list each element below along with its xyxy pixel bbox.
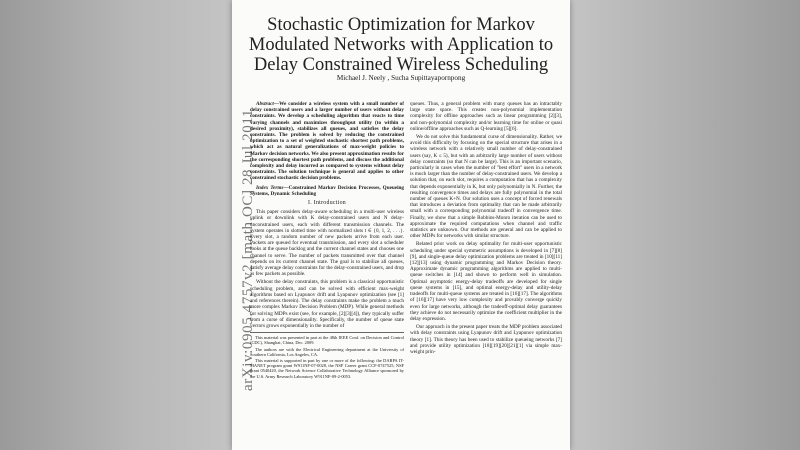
right-column [410, 101, 562, 357]
paper-title: Stochastic Optimization for Markov Modulated Networks with Application to Delay Constrained Wireless Scheduling [248, 15, 554, 75]
footnote: This material is supported in part by one or more of the following: the DARPA IT-MANET program grant W911NF-07-0028, the NSF Career grant CCF-0747525, NSF grant 0540420, the Network Science Collaborative Technology Alliance sponsored by the U.S. Army Research Laboratory W911NF-09-2-0053. [250, 357, 404, 379]
right-paragraph: Related prior work on delay optimality for multi-user opportunistic scheduling under special symmetric assumptions is developed in [7][8][9], and single-queue delay optimization problems are treated in [10][11][12][13] using dynamic programming and Markov Decision theory. Approximate dynamic programming algorithms are applied to multi-queue switches in [14] and shown to perform well in simulation. Optimal asymptotic energy-delay tradeoffs are developed for single queue systems in [15], and optimal energy-delay and utility-delay tradeoffs for multi-queue systems are treated in [16][17]. The algorithms of [16][17] have very low complexity and provably converge quickly even for large networks, although the tradeoff-optimal delay guarantees they achieve do not necessarily optimize the coefficient multiplier in the delay expression. [410, 241, 562, 322]
paper-authors: Michael J. Neely , Sucha Supittayapornpong [336, 74, 466, 82]
paper-page [232, 0, 570, 450]
right-paragraph: queues. Thus, a general problem with many queues has an intractably large state space. This creates non-polynomial implementation complexity for offline approaches such as linear programming [2][3], and non-polynomial complexity and/or learning time for online or quasi online/offline approaches such as Q-learning [5][6]. [410, 101, 562, 132]
index-terms-text: Constrained Markov Decision Processes, Queueing Systems, Dynamic Scheduling [250, 184, 404, 197]
arxiv-stamp: arXiv:0905.4757v2 [math.OC] 28 Jul 2011 [240, 109, 256, 391]
left-column [250, 101, 404, 380]
footnotes [250, 332, 404, 379]
right-paragraph: Our approach in the present paper treats the MDP problem associated with delay constraints using Lyapunov drift and Lyapunov optimization theory [1]. This theory has been used to stabilize queueing networks [7] and provide utility optimization [18][19][20][21][1] via simple max-weight prin- [410, 324, 562, 355]
background-left [0, 0, 232, 450]
background-right [570, 0, 800, 450]
section-heading: I. Introduction [308, 200, 346, 207]
index-terms-label: Index Terms [256, 184, 284, 191]
abstract-label: Abstract [256, 101, 274, 107]
abstract: Abstract—We consider a wireless system with a small number of delay constrained users and a larger number of users without delay constraints. We develop a scheduling algorithm that reacts to time varying channels and maximizes throughput utility (to within a desired proximity), stabilizes all queues, and satisfies the delay constraints. The problem is solved by reducing the constrained optimization to a set of weighted stochastic shortest path problems, which act as natural generalizations of max-weight policies to Markov decision networks. We also present approximation results for the corresponding shortest path problems, and discuss the additional complexity and delay incurred as compared to systems without delay constraints. The solution technique is general and applies to other constrained stochastic decision problems. [250, 101, 404, 182]
left-paragraph: Without the delay constraints, this problem is a classical opportunistic scheduling problem, and can be solved with efficient max-weight algorithms based on Lyapunov drift and Lyapunov optimization (see [1] and references therein). The delay constraints make the problem a much more complex Markov Decision Problem (MDP). While general methods for solving MDPs exist (see, for example, [2][3][4]), they typically suffer from a curse of dimensionality. Specifically, the number of queue state vectors grows exponentially in the number of [250, 279, 404, 329]
left-paragraph: This paper considers delay-aware scheduling in a multi-user wireless uplink or downlink with K delay-constrained users and N delay-unconstrained users, each with different transmission channels. The system operates in slotted time with normalized slots t ∈ {0, 1, 2, . . .}. Every slot, a random number of new packets arrive from each user. Packets are queued for eventual transmission, and every slot a scheduler looks at the queue backlog and the current channel states and chooses one channel to serve. The number of packets transmitted over that channel depends on its current channel state. The goal is to stabilize all queues, satisfy average delay constraints for the delay-constrained users, and drop as few packets as possible. [250, 209, 404, 278]
abstract-text: We consider a wireless system with a small number of delay constrained users and a larger number of users without delay constraints. We develop a scheduling algorithm that reacts to time varying channels and maximizes throughput utility (to within a desired proximity), stabilizes all queues, and satisfies the delay constraints. The problem is solved by reducing the constrained optimization to a set of weighted stochastic shortest path problems, which act as natural generalizations of max-weight policies to Markov decision networks. We also present approximation results for the corresponding shortest path problems, and discuss the additional complexity and delay incurred as compared to systems without delay constraints. The solution technique is general and applies to other constrained stochastic decision problems. [250, 101, 404, 182]
footnote: The authors are with the Electrical Engineering department at the University of Southern California, Los Angeles, CA. [250, 346, 404, 357]
right-paragraph: We do not solve this fundamental curse of dimensionality. Rather, we avoid this difficulty by focusing on the special structure that arises in a wireless network with a relatively small number of delay-constrained users (say, K ≤ 5), but with an arbitrarily large number of users without delay constraints (so that N can be large). This is an important scenario, particularly in cases when the number of "best effort" users in a network is much larger than the number of delay-constrained users. We develop a solution that, on each slot, requires a computation that has a complexity that depends exponentially in K, but only polynomially in N. Further, the resulting convergence times and delays are fully polynomial in the total number of queues K+N. Our solution uses a concept of forced renewals that introduces a deviation from optimality that can be made arbitrarily small with a corresponding polynomial tradeoff in convergence time. Finally, we show that a simple Robbins-Monro iteration can be used to approximate the required computations when channel and traffic statistics are unknown. Our methods are general and can be applied to other MDPs for networks with similar structure. [410, 134, 562, 240]
footnote: This material was presented in part at the 48th IEEE Conf. on Decision and Control (CDC), Shanghai, China, Dec. 2009. [250, 335, 404, 346]
index-terms: Index Terms—Constrained Markov Decision Processes, Queueing Systems, Dynamic Scheduling [250, 184, 404, 197]
